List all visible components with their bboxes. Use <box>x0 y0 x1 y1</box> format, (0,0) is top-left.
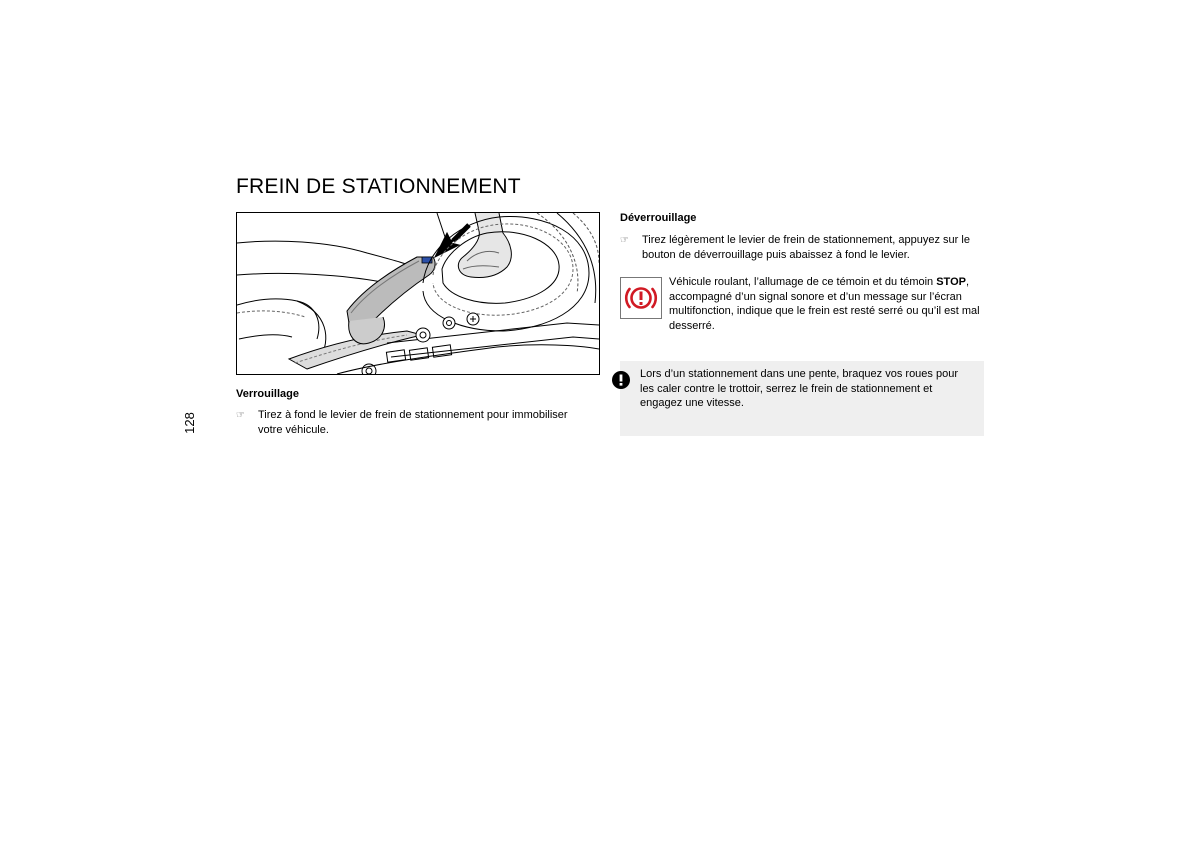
page-title: FREIN DE STATIONNEMENT <box>236 175 521 198</box>
locking-instruction-text: Tirez à fond le levier de frein de stationnement pour immobiliser votre véhicule. <box>258 409 568 436</box>
locking-instruction <box>236 408 588 438</box>
locking-heading: Verrouillage <box>236 388 299 400</box>
warning-light-description <box>669 275 989 333</box>
unlocking-heading: Déverrouillage <box>620 212 697 224</box>
pointing-hand-icon: ☞ <box>620 235 629 246</box>
warning-light-text-start: Véhicule roulant, l’allumage de ce témoin et du témoin <box>669 276 937 288</box>
unlocking-instruction <box>620 233 988 263</box>
page-number: 128 <box>182 412 197 434</box>
parking-brake-warning-light-icon <box>620 277 662 319</box>
notice-text: Lors d’un stationnement dans une pente, braquez vos roues pour les caler contre le trottoir, serrez le frein de stationnement et engagez une vitesse. <box>640 368 958 409</box>
stop-light-label: STOP <box>936 276 966 288</box>
warning-light-text-end: , accompagné d’un signal sonore et d’un message sur l’écran multifonction, indique que le frein est resté serré ou qu’il est mal desserré. <box>669 276 980 332</box>
unlocking-instruction-text: Tirez légèrement le levier de frein de stationnement, appuyez sur le bouton de déverrouillage puis abaissez à fond le levier. <box>642 234 970 261</box>
pointing-hand-icon: ☞ <box>236 410 245 421</box>
parking-brake-illustration <box>236 212 600 375</box>
exclamation-circle-icon <box>612 371 630 389</box>
